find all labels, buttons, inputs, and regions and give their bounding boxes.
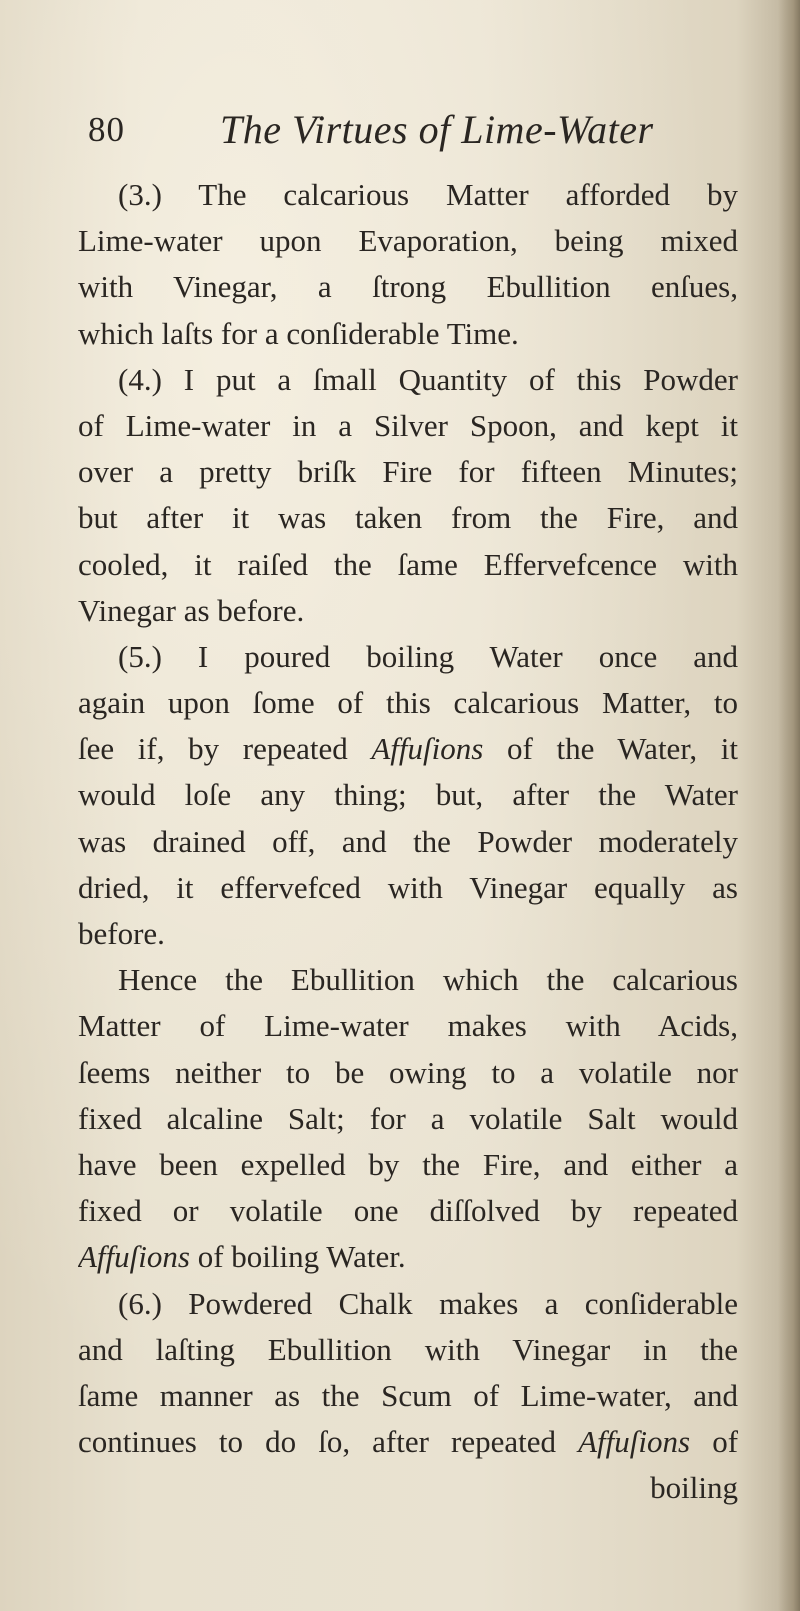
text-line: before. — [78, 916, 165, 951]
text-line — [78, 1419, 738, 1465]
text-line: fixed or volatile one diſſolved by repeated — [78, 1193, 738, 1229]
text-line: again upon ſome of this calcarious Matter, to — [78, 685, 738, 721]
text-line: have been expelled by the Fire, and either a — [78, 1146, 738, 1182]
catchword: boiling — [650, 1470, 738, 1506]
text-segment: continues to do ſo, after repeated — [78, 1424, 557, 1460]
text-segment: of boiling Water. — [197, 1239, 406, 1275]
page-number: 80 — [88, 110, 125, 149]
text-line: Vinegar as before. — [78, 592, 305, 628]
italic-word: Affuſions — [578, 1424, 691, 1460]
body-text — [78, 172, 738, 1511]
text-line: but after it was taken from the Fire, and — [78, 500, 738, 536]
text-line: ſame manner as the Scum of Lime-water, and — [78, 1377, 738, 1413]
text-line: of Lime-water in a Silver Spoon, and kept it — [78, 407, 738, 443]
text-line: (3.) The calcarious Matter afforded by — [118, 177, 738, 212]
text-segment: ſee if, by repeated — [78, 731, 348, 767]
text-line: was drained off, and the Powder moderately — [78, 823, 738, 859]
text-line — [78, 726, 738, 772]
text-line: (4.) I put a ſmall Quantity of this Powder — [118, 361, 738, 397]
text-line: ſeems neither to be owing to a volatile nor — [78, 1054, 738, 1090]
running-head — [88, 102, 708, 162]
text-line: and laſting Ebullition with Vinegar in the — [78, 1331, 738, 1367]
italic-word: Affuſions — [371, 731, 484, 767]
text-line — [78, 1234, 738, 1280]
text-line: over a pretty briſk Fire for fifteen Minutes; — [78, 454, 738, 490]
text-line: (6.) Powdered Chalk makes a conſiderable — [118, 1285, 738, 1321]
text-line: would loſe any thing; but, after the Water — [78, 777, 738, 813]
text-segment: of — [712, 1424, 738, 1460]
running-title: The Virtues of Lime-Water — [220, 107, 654, 152]
text-segment: of the Water, it — [506, 731, 738, 767]
text-line: (5.) I poured boiling Water once and — [118, 638, 738, 674]
text-line: cooled, it raiſed the ſame Effervefcence with — [78, 546, 738, 582]
text-line: dried, it effervefced with Vinegar equally as — [78, 869, 738, 905]
text-line: Hence the Ebullition which the calcarious — [118, 962, 738, 998]
text-line: Lime-water upon Evaporation, being mixed — [78, 223, 738, 259]
italic-word: Affuſions — [78, 1239, 190, 1275]
text-line: Matter of Lime-water makes with Acids, — [78, 1008, 738, 1044]
text-line: fixed alcaline Salt; for a volatile Salt would — [78, 1100, 738, 1136]
text-line: which laſts for a conſiderable Time. — [78, 315, 519, 351]
text-line: with Vinegar, a ſtrong Ebullition enſues, — [78, 269, 738, 305]
page-edge-shadow — [778, 0, 800, 1611]
